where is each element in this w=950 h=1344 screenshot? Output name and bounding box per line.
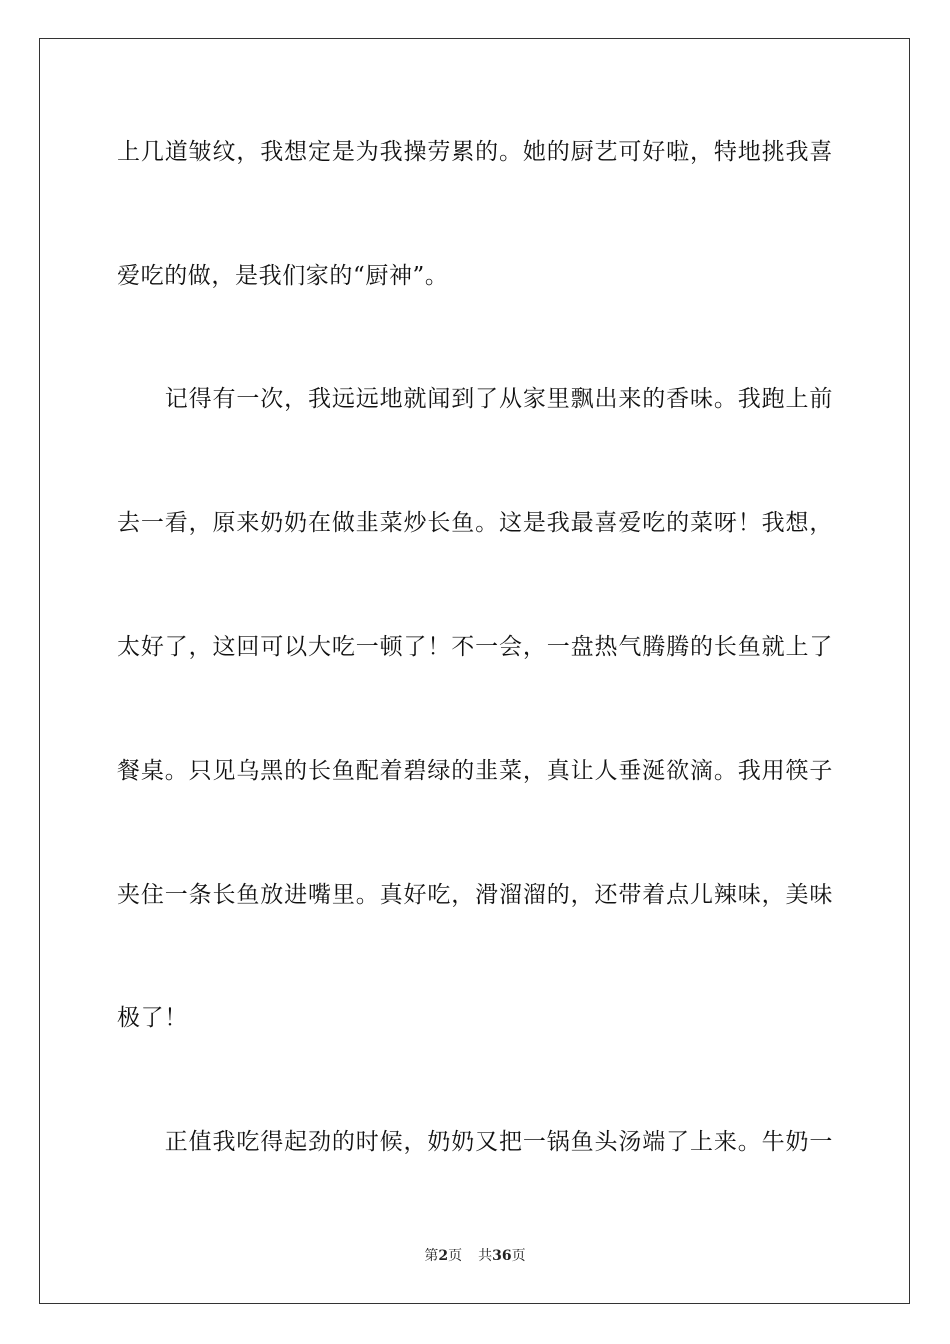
text-line: 去一看，原来奶奶在做韭菜炒长鱼。这是我最喜爱吃的菜呀！我想， [117,510,833,536]
text-line: 爱吃的做，是我们家的“厨神”。 [117,263,449,289]
text-line: 上几道皱纹，我想定是为我操劳累的。她的厨艺可好啦，特地挑我喜 [117,139,833,165]
text-line: 正值我吃得起劲的时候，奶奶又把一锅鱼头汤端了上来。牛奶一 [117,1129,833,1155]
total-pages: 36 [492,1248,512,1264]
page-border [39,38,910,1304]
text-line: 太好了，这回可以大吃一顿了！不一会，一盘热气腾腾的长鱼就上了 [117,634,833,660]
total-prefix: 共 [478,1248,493,1264]
text-line: 记得有一次，我远远地就闻到了从家里飘出来的香味。我跑上前 [117,386,833,412]
text-line: 夹住一条长鱼放进嘴里。真好吃，滑溜溜的，还带着点儿辣味，美味 [117,882,833,908]
total-suffix: 页 [511,1248,526,1264]
page-number: 2 [438,1248,449,1264]
page-prefix: 第 [424,1248,439,1264]
text-line: 餐桌。只见乌黑的长鱼配着碧绿的韭菜，真让人垂涎欲滴。我用筷子 [117,758,833,784]
text-line: 极了！ [117,1005,188,1031]
page-footer [0,1247,950,1265]
page-suffix: 页 [448,1248,463,1264]
